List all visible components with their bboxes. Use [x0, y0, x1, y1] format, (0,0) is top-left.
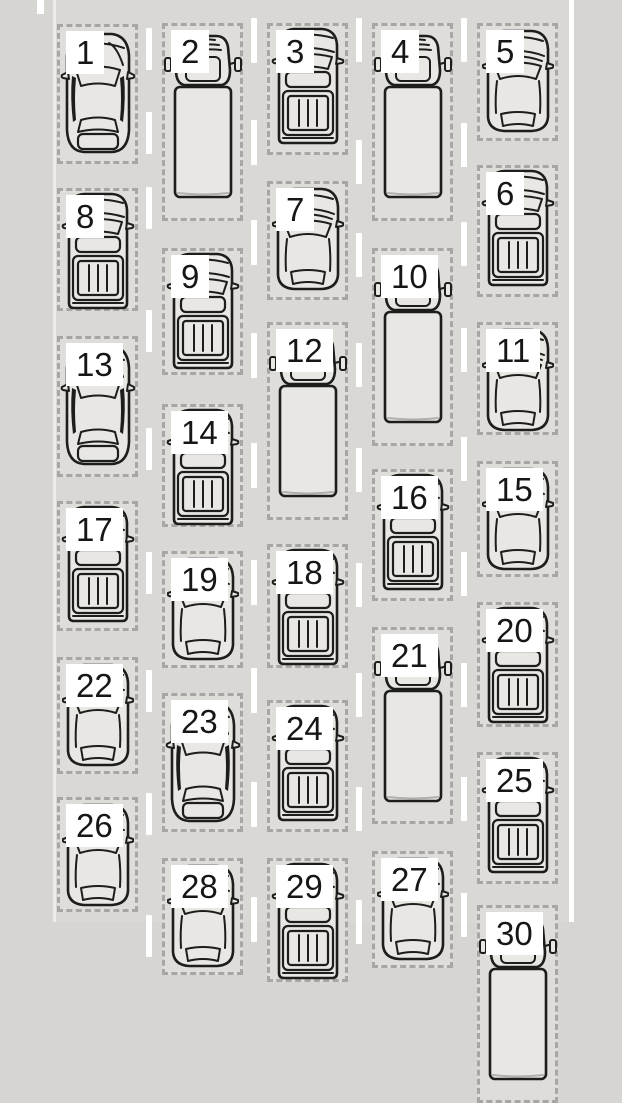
space-number-label: 2: [171, 30, 209, 73]
parking-space[interactable]: [477, 752, 558, 884]
parking-space[interactable]: [57, 336, 138, 477]
lane-marking-dash: [356, 233, 362, 277]
space-number-label: 20: [486, 609, 543, 652]
space-number-label: 23: [171, 700, 228, 743]
lane-marking-dash: [251, 18, 257, 63]
space-number-label: 4: [381, 30, 419, 73]
parking-space[interactable]: [267, 322, 348, 520]
space-number-label: 15: [486, 468, 543, 511]
parking-space[interactable]: [57, 501, 138, 631]
lane-marking-dash: [356, 343, 362, 387]
lane-marking-dash: [146, 187, 152, 229]
parking-space[interactable]: [267, 858, 348, 982]
lane-marking-dash: [251, 668, 257, 713]
parking-space[interactable]: [162, 858, 243, 975]
space-number-label: 19: [171, 558, 228, 601]
lane-marking-dash: [251, 897, 257, 942]
parking-space[interactable]: [477, 905, 558, 1103]
lot-boundary-line: [569, 0, 574, 922]
parking-space[interactable]: [162, 23, 243, 221]
lane-marking-dash: [356, 563, 362, 607]
space-number-label: 16: [381, 476, 438, 519]
lane-marking-dash: [356, 787, 362, 831]
lane-marking-dash: [461, 893, 467, 937]
space-number-label: 27: [381, 858, 438, 901]
space-number-label: 1: [66, 31, 104, 74]
parking-space[interactable]: [267, 700, 348, 832]
space-number-label: 18: [276, 551, 333, 594]
lane-marking-dash: [461, 777, 467, 821]
space-number-label: 22: [66, 664, 123, 707]
parking-space[interactable]: [477, 165, 558, 297]
lane-marking-dash: [356, 18, 362, 62]
lane-marking-dash: [146, 310, 152, 352]
lane-marking-dash: [251, 120, 257, 165]
lane-marking-dash: [146, 793, 152, 835]
lot-boundary-line: [53, 0, 56, 922]
lane-marking-dash: [356, 900, 362, 944]
parking-space[interactable]: [267, 544, 348, 668]
space-number-label: 26: [66, 804, 123, 847]
space-number-label: 14: [171, 411, 228, 454]
lane-marking-dash: [461, 552, 467, 596]
lot-boundary-line: [37, 0, 44, 14]
space-number-label: 17: [66, 508, 123, 551]
lane-marking-dash: [461, 123, 467, 167]
space-number-label: 28: [171, 865, 228, 908]
lane-marking-dash: [461, 18, 467, 62]
parking-space[interactable]: [372, 248, 453, 446]
parking-space[interactable]: [162, 551, 243, 668]
space-number-label: 30: [486, 912, 543, 955]
space-number-label: 9: [171, 255, 209, 298]
lane-marking-dash: [146, 28, 152, 70]
lane-marking-dash: [251, 220, 257, 265]
space-number-label: 6: [486, 172, 524, 215]
parking-space[interactable]: [372, 627, 453, 824]
parking-space[interactable]: [372, 469, 453, 601]
parking-space[interactable]: [477, 602, 558, 727]
parking-space[interactable]: [477, 23, 558, 141]
parking-space[interactable]: [267, 23, 348, 155]
parking-space[interactable]: [372, 23, 453, 221]
lane-marking-dash: [251, 443, 257, 488]
lane-marking-dash: [251, 333, 257, 378]
space-number-label: 7: [276, 188, 314, 231]
space-number-label: 8: [66, 195, 104, 238]
lane-marking-dash: [461, 328, 467, 372]
space-number-label: 12: [276, 329, 333, 372]
space-number-label: 5: [486, 30, 524, 73]
lane-marking-dash: [356, 448, 362, 492]
lane-marking-dash: [146, 112, 152, 154]
space-number-label: 29: [276, 865, 333, 908]
lane-marking-dash: [461, 437, 467, 481]
parking-space[interactable]: [372, 851, 453, 968]
parking-space[interactable]: [57, 797, 138, 912]
lane-marking-dash: [356, 673, 362, 717]
space-number-label: 13: [66, 343, 123, 386]
space-number-label: 3: [276, 30, 314, 73]
lane-marking-dash: [356, 140, 362, 184]
lane-marking-dash: [146, 670, 152, 712]
parking-space[interactable]: [477, 322, 558, 435]
parking-space[interactable]: [162, 693, 243, 832]
lane-marking-dash: [146, 915, 152, 957]
lane-marking-dash: [146, 552, 152, 594]
parking-space[interactable]: [162, 248, 243, 375]
parking-space[interactable]: [267, 181, 348, 300]
lane-marking-dash: [461, 222, 467, 266]
parking-space[interactable]: [57, 657, 138, 774]
lane-marking-dash: [251, 560, 257, 605]
space-number-label: 11: [486, 329, 540, 372]
lane-marking-dash: [251, 782, 257, 827]
space-number-label: 24: [276, 707, 333, 750]
space-number-label: 10: [381, 255, 438, 298]
space-number-label: 21: [381, 634, 438, 677]
lane-marking-dash: [146, 428, 152, 470]
lane-marking-dash: [461, 663, 467, 707]
space-number-label: 25: [486, 759, 543, 802]
parking-space[interactable]: [57, 24, 138, 164]
parking-space[interactable]: [57, 188, 138, 311]
parking-space[interactable]: [162, 404, 243, 527]
parking-space[interactable]: [477, 461, 558, 577]
